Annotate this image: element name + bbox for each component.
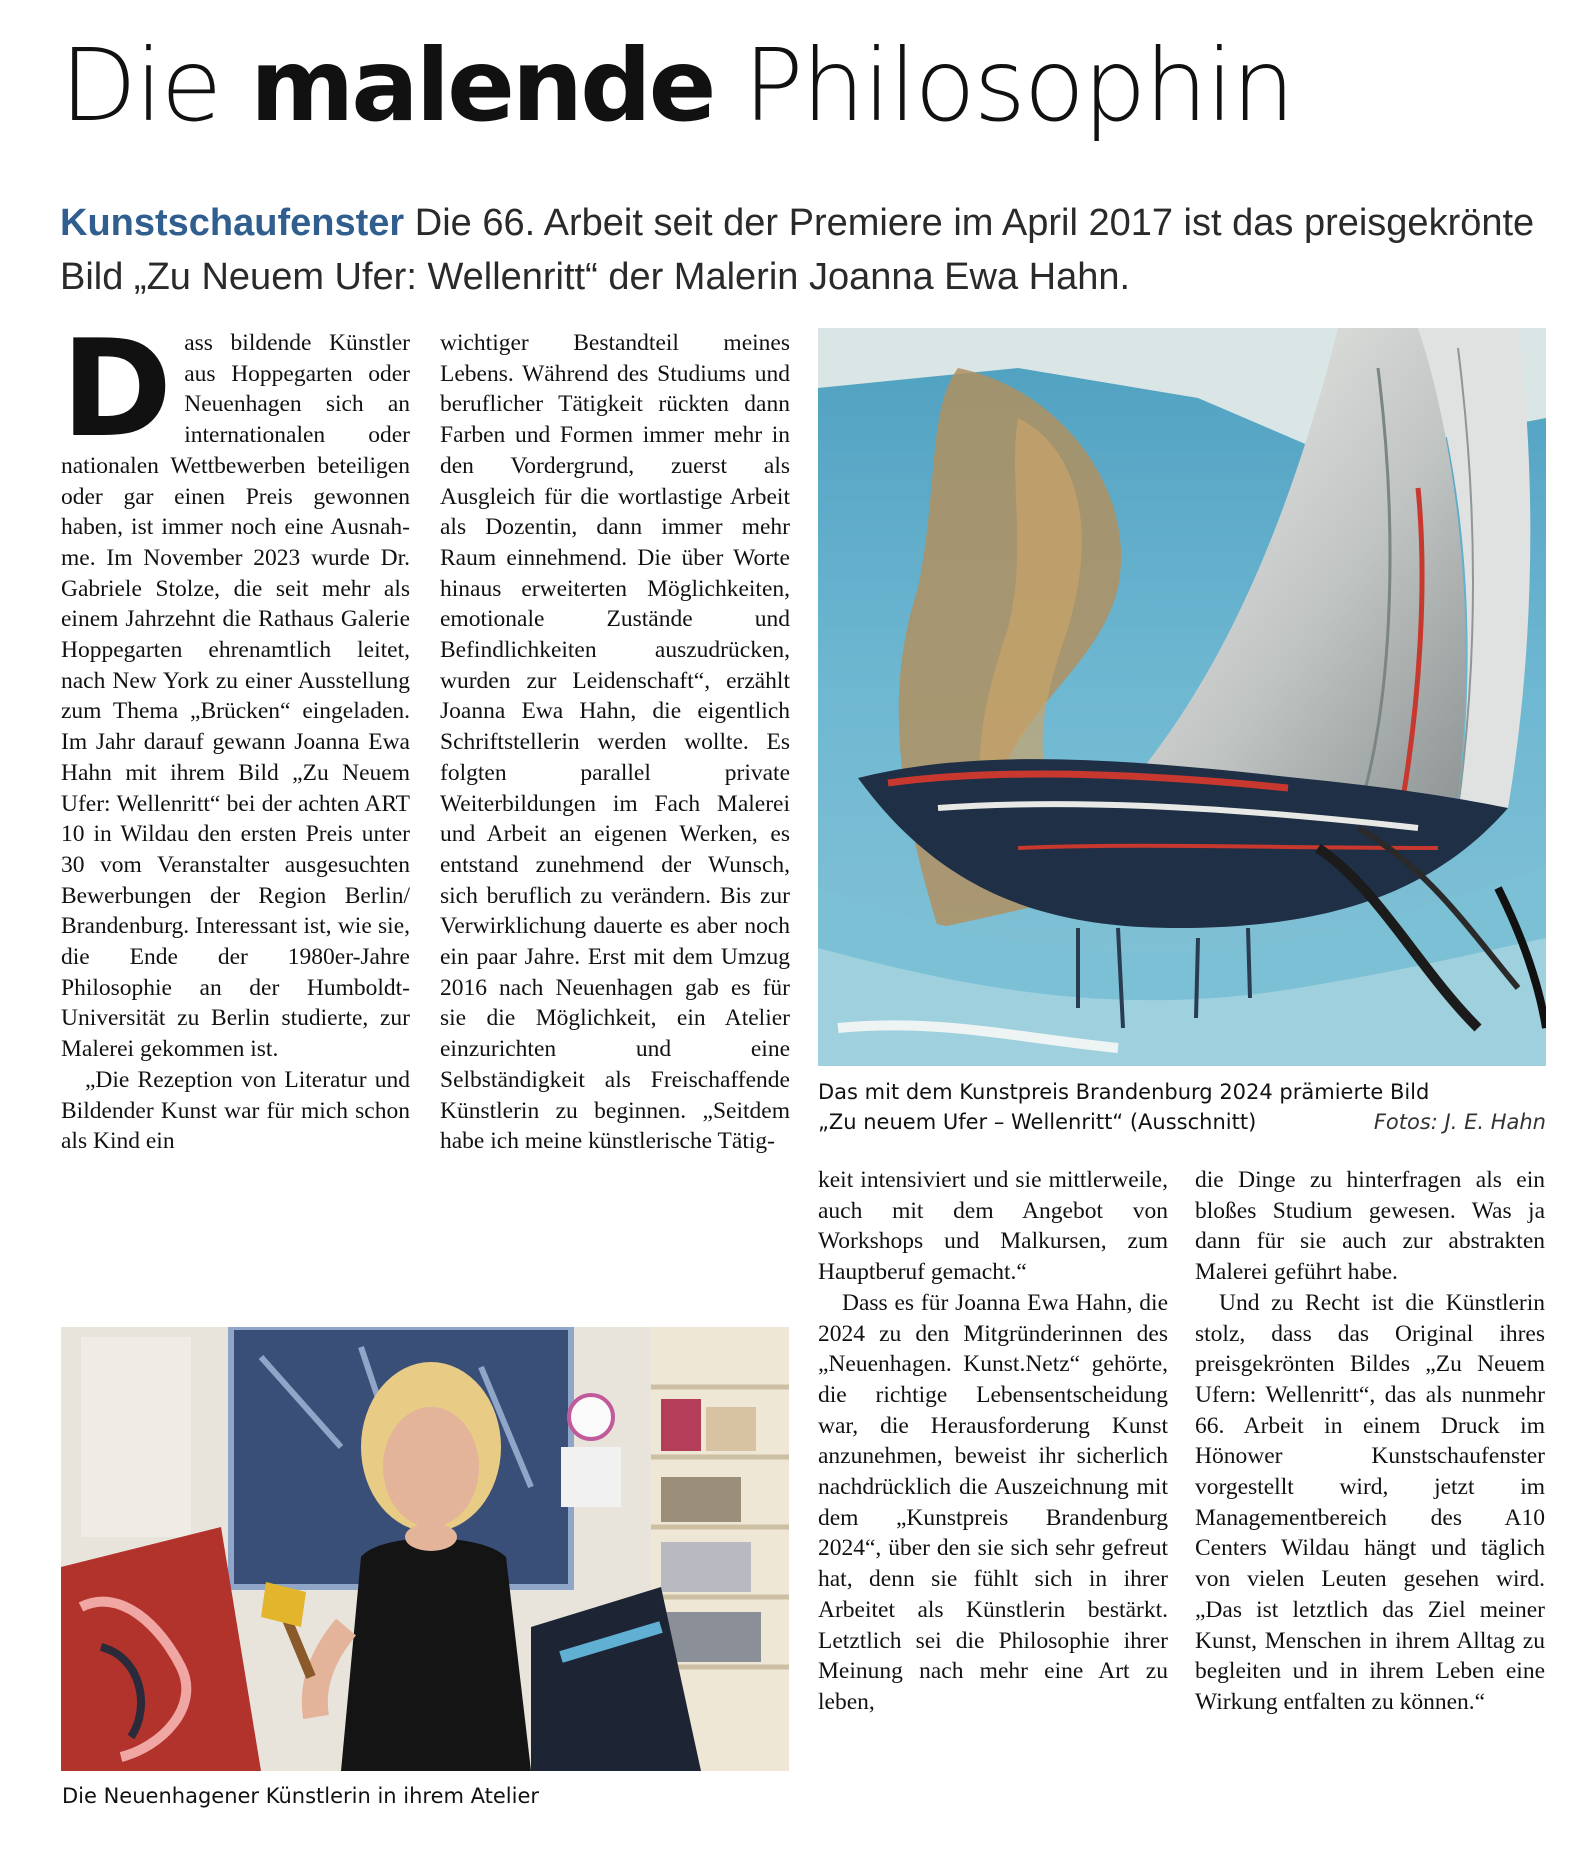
painting-caption: [818, 1077, 1546, 1137]
artist-photo: [61, 1327, 789, 1771]
headline-post: Philosophin: [713, 27, 1293, 144]
paragraph-text: ass bildende Künstler aus Hoppegarten oder Neuenhagen sich an internationalen oder nationalen Wettbewerben beteiligen oder gar einen Preis gewonnen haben, ist immer noch eine Ausnahme. Im November 2023 wurde Dr. Gabriele Stolze, die seit mehr als einem Jahrzehnt die Rathaus Galerie Hoppegarten ehrenamtlich leitet, nach New York zu einer Ausstellung zum Thema „Brücken“ eingeladen. Im Jahr darauf gewann Joanna Ewa Hahn mit ihrem Bild „Zu Neuem Ufer: Wellenritt“ bei der achten ART 10 in Wildau den ersten Preis unter 30 vom Veranstalter ausgesuchten Bewerbungen der Region Berlin/ Brandenburg. Interessant ist, wie sie, die Ende der 1980er-Jahre Philosophie an der Humboldt-Universität zu Berlin studierte, zur Malerei gekommen ist.: [61, 330, 410, 1063]
paragraph: die Dinge zu hinterfragen als ein bloßes Studium gewesen. Was ja dann für sie auch zur abstrakten Malerei geführt habe.: [1195, 1167, 1545, 1286]
paragraph: Dass es für Joanna Ewa Hahn, die 2024 zu den Mitgründerinnen des „Neuenhagen. Kunst.Netz“ gehörte, die richtige Lebensentscheidung war, die Herausforderung Kunst anzunehmen, beweist ihr sicherlich nachdrücklich die Auszeichnung mit dem „Kunstpreis Brandenburg 2024“, über den sie sich sehr gefreut hat, denn sie fühlt sich in ihrer Arbeitet als Künstlerin bestärkt. Letztlich sei die Philosophie ihrer Meinung nach mehr eine Art zu leben,: [818, 1289, 1168, 1715]
headline: [60, 26, 1540, 146]
body-column-2: [440, 328, 790, 1157]
lead-text: Die 66. Arbeit seit der Premiere im April 2017 ist das preisgekrönte Bild „Zu Neuem Ufer: Wellenritt“ der Malerin Joanna Ewa Hahn.: [60, 202, 1535, 298]
paragraph: „Die Rezeption von Literatur und Bildender Kunst war für mich schon als Kind ein: [61, 1066, 410, 1155]
paragraph: [61, 311, 410, 1065]
sailboat-painting-image: [818, 328, 1546, 1066]
body-column-1: [61, 311, 410, 1157]
paragraph: Und zu Recht ist die Künstlerin stolz, dass das Original ihres preisgekrönten Bildes „Zu Neuem Ufern: Wellenritt“, das als nunmehr 66. Arbeit in einem Druck im Hönower Kunstschaufenster vorgestellt wird, jetzt im Managementbereich des A10 Centers Wildau hängt und täglich von vielen Leuten gesehen wird. „Das ist letztlich das Ziel meiner Kunst, Menschen in ihrem Alltag zu begleiten und in ihrem Leben eine Wirkung entfalten zu können.“: [1195, 1289, 1545, 1715]
body-column-3: [818, 1165, 1168, 1718]
paragraph: wichtiger Bestandteil meines Lebens. Während des Studiums und beruflicher Tätigkeit rückten dann Farben und Formen immer mehr in den Vordergrund, zuerst als Ausgleich für die wortlastige Arbeit als Dozentin, dann immer mehr Raum einnehmend. Die über Worte hinaus erweiterten Möglichkeiten, emotionale Zustände und Befindlichkeiten auszudrücken, wurden zur Leidenschaft“, erzählt Joanna Ewa Hahn, die eigentlich Schriftstellerin werden wollte. Es folgten parallel private Weiterbildungen im Fach Malerei und Arbeit an eigenen Werken, es entstand zunehmend der Wunsch, sich beruflich zu verändern. Bis zur Verwirklichung dauerte es aber noch ein paar Jahre. Erst mit dem Umzug 2016 nach Neuenhagen gab es für sie die Möglichkeit, ein Atelier einzurichten und eine Selbständigkeit als Freischaffende Künstlerin zu beginnen. „Seitdem habe ich meine künstlerische Tätig-: [440, 330, 790, 1155]
headline-bold: malende: [250, 27, 714, 144]
artist-caption: Die Neuenhagener Künstlerin in ihrem Atelier: [62, 1784, 540, 1808]
photo-credit: Fotos: J. E. Hahn: [1373, 1110, 1546, 1134]
lead-kicker: Kunstschaufenster: [60, 202, 405, 244]
painting-caption-line-2: „Zu neuem Ufer – Wellenritt“ (Ausschnitt): [818, 1110, 1257, 1134]
painting-caption-line-2-row: [818, 1107, 1546, 1137]
body-column-4: [1195, 1165, 1545, 1718]
paragraph: keit intensiviert und sie mittlerweile, auch mit dem Angebot von Workshops und Malkursen, zum Hauptberuf gemacht.“: [818, 1167, 1168, 1286]
painting-photo: [818, 328, 1546, 1066]
artist-in-studio-image: [61, 1327, 789, 1771]
headline-pre: Die: [60, 27, 251, 144]
drop-cap: D: [61, 311, 173, 467]
painting-caption-line-1: Das mit dem Kunstpreis Brandenburg 2024 prämierte Bild: [818, 1080, 1430, 1104]
lead-paragraph: [60, 196, 1540, 304]
